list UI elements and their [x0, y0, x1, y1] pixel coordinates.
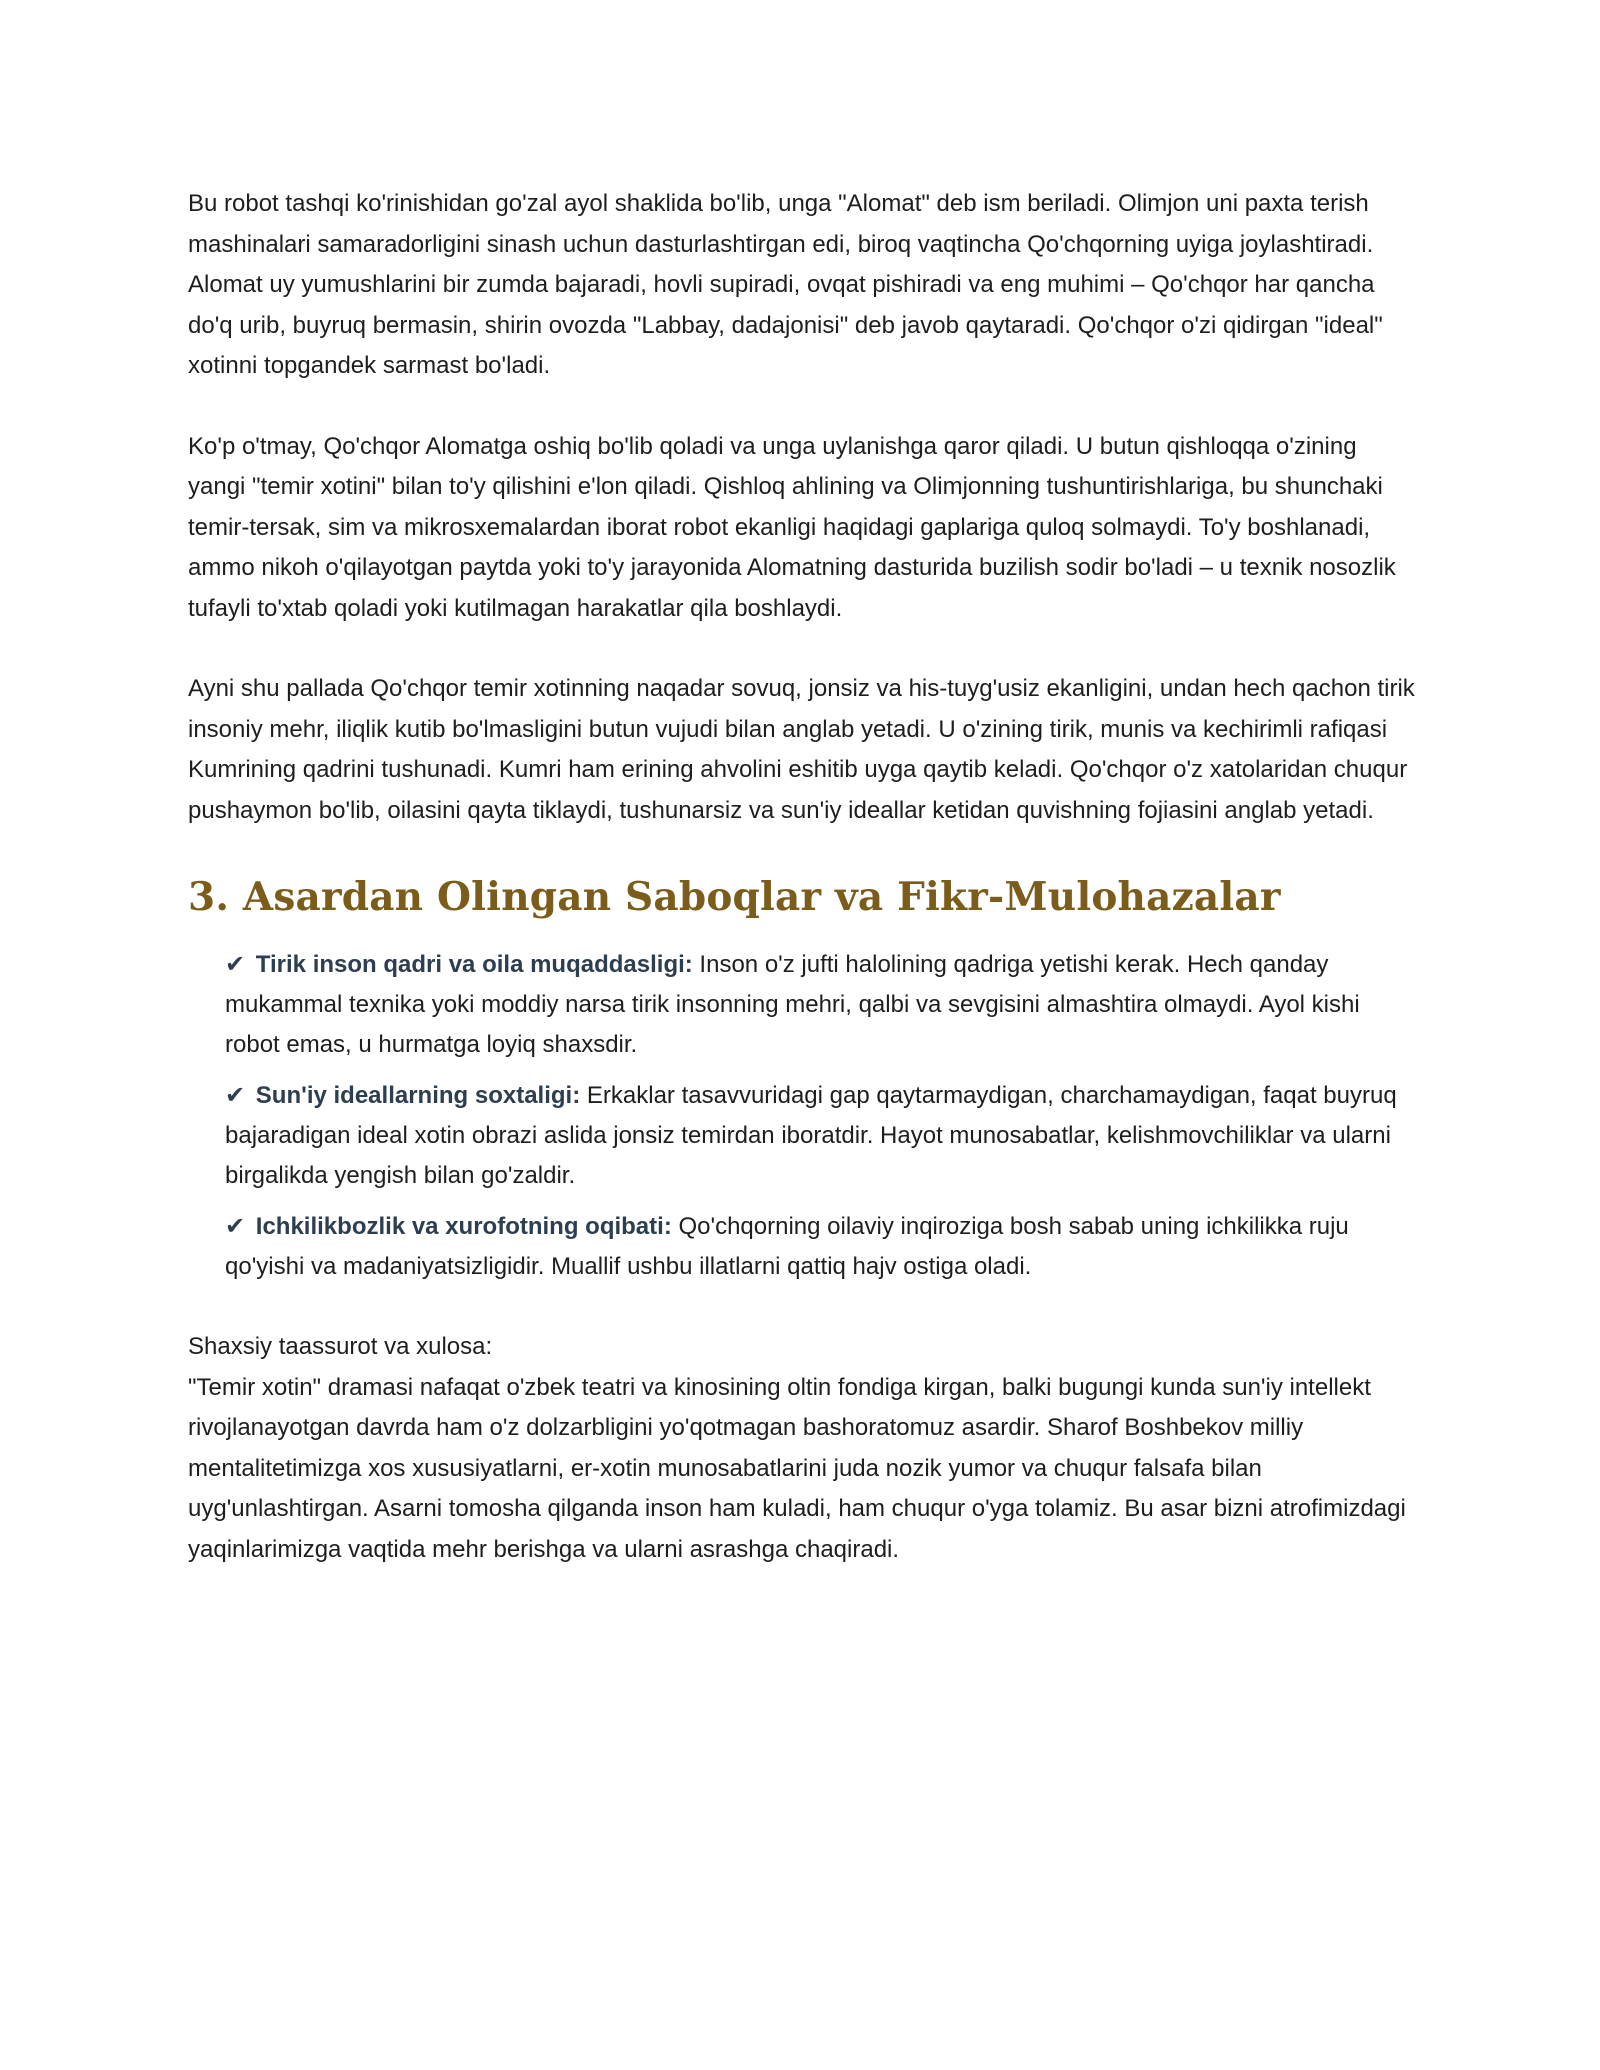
list-item: [225, 945, 1418, 1065]
section-heading: 3. Asardan Olingan Saboqlar va Fikr-Mulohazalar: [188, 874, 1281, 920]
conclusion-text: "Temir xotin" dramasi nafaqat o'zbek teatri va kinosining oltin fondiga kirgan, balki bugungi kunda sun'iy intellekt rivojlanayotgan davrda ham o'z dolzarbligini yo'qotmagan bashoratomuz asardir. Sharof Boshbekov milliy mentalitetimizga xos xususiyatlarni, er-xotin munosabatlarini juda nozik yumor va chuqur falsafa bilan uyg'unlashtirgan. Asarni tomosha qilganda inson ham kuladi, ham chuqur o'yga tolamiz. Bu asar bizni atrofimizdagi yaqinlarimizga vaqtida mehr berishga va ularni asrashga chaqiradi.: [188, 1373, 1406, 1563]
checkmark-icon: ✔: [225, 1082, 246, 1109]
paragraph-alomat-intro: Bu robot tashqi ko'rinishidan go'zal ayol shaklida bo'lib, unga "Alomat" deb ism beriladi. Olimjon uni paxta terish mashinalari samaradorligini sinash uchun dasturlashtirgan edi, biroq vaqtincha Qo'chqorning uyiga joylashtiradi. Alomat uy yumushlarini bir zumda bajaradi, hovli supiradi, ovqat pishiradi va eng muhimi – Qo'chqor har qancha do'q urib, buyruq bermasin, shirin ovozda "Labbay, dadajonisi" deb javob qaytaradi. Qo'chqor o'zi qidirgan "ideal" xotinni topgandek sarmast bo'ladi.: [188, 190, 1383, 379]
lesson-title: Tirik inson qadri va oila muqaddasligi:: [255, 951, 693, 978]
lesson-text: Qo'chqorning oilaviy inqiroziga bosh sabab uning ichkilikka ruju qo'yishi va madaniyatsizligidir. Muallif ushbu illatlarni qattiq hajv ostiga oladi.: [225, 1213, 1349, 1280]
conclusion-block: [188, 1327, 1418, 1570]
lesson-text: Erkaklar tasavvuridagi gap qaytarmaydigan, charchamaydigan, faqat buyruq bajaradigan ideal xotin obrazi aslida jonsiz temirdan iboratdir. Hayot munosabatlar, kelishmovchiliklar va ularni birgalikda yengish bilan go'zaldir.: [225, 1082, 1397, 1189]
lesson-text: Inson o'z jufti halolining qadriga yetishi kerak. Hech qanday mukammal texnika yoki moddiy narsa tirik insonning mehri, qalbi va sevgisini almashtira olmaydi. Ayol kishi robot emas, u hurmatga loyiq shaxsdir.: [225, 951, 1360, 1058]
checkmark-icon: ✔: [225, 1213, 246, 1240]
lesson-title: Ichkilikbozlik va xurofotning oqibati:: [255, 1213, 672, 1240]
paragraph-wedding: Ko'p o'tmay, Qo'chqor Alomatga oshiq bo'lib qoladi va unga uylanishga qaror qiladi. U butun qishloqqa o'zining yangi "temir xotini" bilan to'y qilishini e'lon qiladi. Qishloq ahlining va Olimjonning tushuntirishlariga, bu shunchaki temir-tersak, sim va mikrosxemalardan iborat robot ekanligi haqidagi gaplariga quloq solmaydi. To'y boshlanadi, ammo nikoh o'qilayotgan paytda yoki to'y jarayonida Alomatning dasturida buzilish sodir bo'ladi – u texnik nosozlik tufayli to'xtab qoladi yoki kutilmagan harakatlar qila boshlaydi.: [188, 432, 1396, 622]
lessons-list: [188, 945, 1418, 1287]
conclusion-label: Shaxsiy taassurot va xulosa:: [188, 1333, 493, 1360]
lesson-title: Sun'iy ideallarning soxtaligi:: [255, 1082, 581, 1109]
paragraph-realization: Ayni shu pallada Qo'chqor temir xotinning naqadar sovuq, jonsiz va his-tuyg'usiz ekanligini, undan hech qachon tirik insoniy mehr, iliqlik kutib bo'lmasligini butun vujudi bilan anglab yetadi. U o'zining tirik, munis va kechirimli rafiqasi Kumrining qadrini tushunadi. Kumri ham erining ahvolini eshitib uyga qaytib keladi. Qo'chqor o'z xatolaridan chuqur pushaymon bo'lib, oilasini qayta tiklaydi, tushunarsiz va sun'iy ideallar ketidan quvishning fojiasini anglab yetadi.: [188, 675, 1415, 824]
list-item: [225, 1076, 1418, 1196]
list-item: [225, 1207, 1418, 1287]
document-page: [188, 184, 1418, 1570]
checkmark-icon: ✔: [225, 951, 246, 978]
